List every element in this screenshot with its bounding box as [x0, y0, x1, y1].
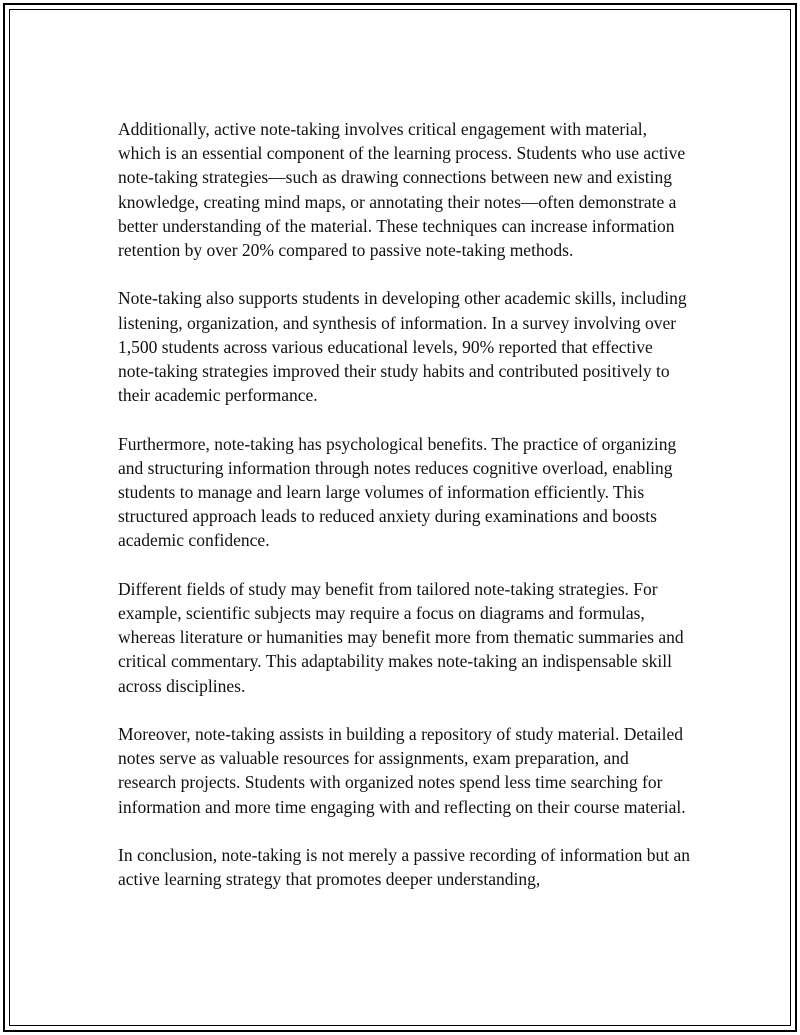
paragraph-psychological-benefits: Furthermore, note-taking has psychological benefits. The practice of organizing and structuring information through notes reduces cognitive overload, enabling students to manage and learn large volumes of information efficiently. This structured approach leads to reduced anxiety during examinations and boosts academic confidence. — [118, 433, 677, 551]
paragraph-fields-of-study: Different fields of study may benefit from tailored note-taking strategies. For example, scientific subjects may require a focus on diagrams and formulas, whereas literature or humanities may benefit more from thematic summaries and critical commentary. This adaptability makes note-taking an indispensable skill across disciplines. — [118, 578, 684, 696]
paragraph-active-note-taking: Additionally, active note-taking involves critical engagement with material, which is an essential component of the learning process. Students who use active note-taking strategies—such as drawing connections between new and existing knowledge, creating mind maps, or annotating their notes—often demonstrate a better understanding of the material. These techniques can increase information retention by over 20% compared to passive note-taking methods. — [118, 119, 686, 261]
paragraph-conclusion: In conclusion, note-taking is not merely a passive recording of information but an active learning strategy that promotes deeper understanding, — [118, 845, 691, 890]
document-body — [118, 117, 690, 916]
paragraph-academic-skills: Note-taking also supports students in developing other academic skills, including listening, organization, and synthesis of information. In a survey involving over 1,500 students across various educational levels, 90% reported that effective note-taking strategies improved their study habits and contributed positively to their academic performance. — [118, 288, 687, 406]
paragraph-study-repository: Moreover, note-taking assists in building a repository of study material. Detailed notes serve as valuable resources for assignments, exam preparation, and research projects. Students with organized notes spend less time searching for information and more time engaging with and reflecting on their course material. — [118, 724, 686, 817]
